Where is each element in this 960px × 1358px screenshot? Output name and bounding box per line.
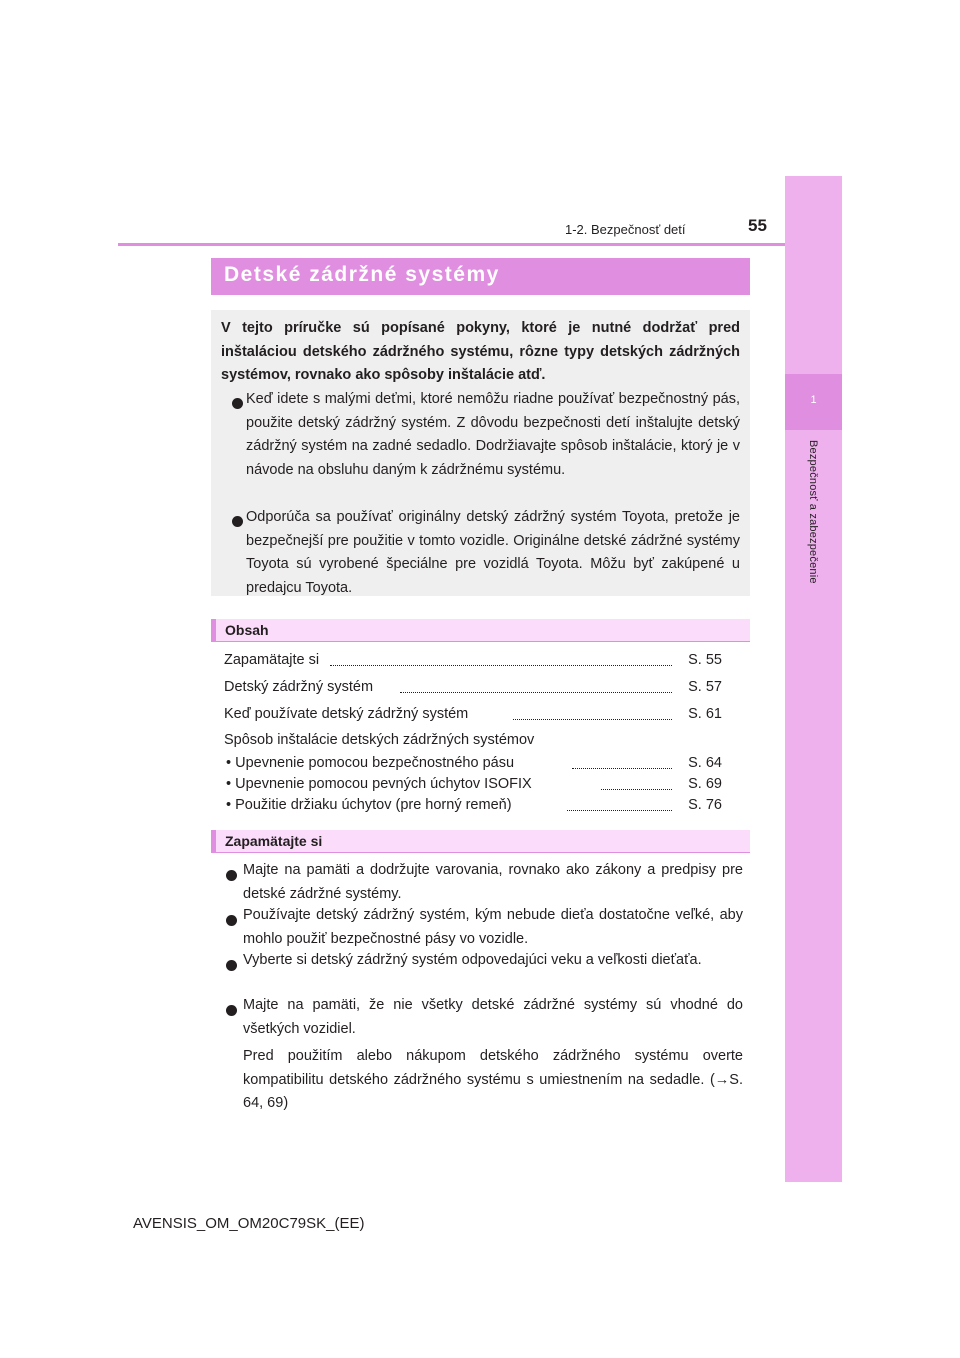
- remember-heading: Zapamätajte si: [225, 833, 323, 849]
- remember-bullet: Majte na pamäti, že nie všetky detské zádržné systémy sú vhodné do všetkých vozidiel.: [243, 997, 743, 1037]
- intro-box: [211, 310, 750, 596]
- bullet-dot-icon: [226, 870, 237, 881]
- chapter-label: Bezpečnosť a zabezpečenie: [807, 440, 819, 584]
- intro-lead: V tejto príručke sú popísané pokyny, ktoré je nutné dodržať pred inštaláciou detského zádržného systému, rôzne typy detských zádržných systémov, rovnako ako spôsoby inštalácie atď.: [221, 320, 740, 383]
- toc-entry-label: • Upevnenie pomocou bezpečnostného pásu: [226, 755, 515, 771]
- page-number: 55: [748, 216, 767, 235]
- toc-entry-page: S. 61: [688, 706, 722, 722]
- bullet-dot-icon: [232, 516, 243, 527]
- toc-entry[interactable]: [224, 704, 722, 724]
- toc-leader: [567, 809, 672, 811]
- bullet-dot-icon: [226, 915, 237, 926]
- toc-entry[interactable]: [224, 677, 722, 697]
- toc-entry-page: S. 76: [688, 797, 722, 813]
- section-reference: 1-2. Bezpečnosť detí: [565, 222, 686, 237]
- toc-entry-label: Zapamätajte si: [224, 652, 320, 668]
- toc-leader: [513, 718, 672, 720]
- page-title-bar: [211, 258, 750, 295]
- toc-sub-entry[interactable]: [226, 795, 722, 815]
- toc-entry-page: S. 57: [688, 679, 722, 695]
- toc-leader: [400, 691, 672, 693]
- page-title: Detské zádržné systémy: [224, 263, 500, 286]
- toc-sub-entry[interactable]: [226, 753, 722, 773]
- toc-leader: [601, 788, 672, 790]
- bullet-dot-icon: [226, 960, 237, 971]
- header-divider: [118, 243, 785, 246]
- remember-bullet: Používajte detský zádržný systém, kým nebude dieťa dostatočne veľké, aby mohlo použiť bezpečnostné pásy vo vozidle.: [243, 907, 743, 947]
- toc-entry-label: • Upevnenie pomocou pevných úchytov ISOFIX: [226, 776, 532, 792]
- bullet-dot-icon: [226, 1005, 237, 1016]
- remember-heading-bar: [211, 830, 750, 853]
- remember-bullet: Majte na pamäti a dodržujte varovania, rovnako ako zákony a predpisy pre detské zádržné systémy.: [243, 862, 743, 902]
- intro-bullet: Keď idete s malými deťmi, ktoré nemôžu riadne používať bezpečnostný pás, použite detský zádržný systém. Z dôvodu bezpečnosti detí inštalujte detský zádržný systém na zadné sedadlo. Dodržiavajte spôsob inštalácie, ktorý je v návode na obsluhu daným k zádržnému systému.: [246, 391, 740, 478]
- toc-entry-label: Detský zádržný systém: [224, 679, 374, 695]
- toc-entry-label: • Použitie držiaku úchytov (pre horný remeň): [226, 797, 512, 813]
- bullet-dot-icon: [232, 398, 243, 409]
- toc-entry-page: S. 69: [688, 776, 722, 792]
- toc-group-label: Spôsob inštalácie detských zádržných systémov: [224, 732, 535, 748]
- toc-leader: [572, 767, 672, 769]
- toc-entry-page: S. 64: [688, 755, 722, 771]
- toc-entry-label: Keď používate detský zádržný systém: [224, 706, 469, 722]
- remember-note: Pred použitím alebo nákupom detského zádržného systému overte kompatibilitu detského zádržného systému s umiestnením na sedadle. (→S. 64, 69): [243, 1048, 743, 1111]
- contents-heading-bar: [211, 619, 750, 642]
- intro-bullet: Odporúča sa používať originálny detský zádržný systém Toyota, pretože je bezpečnejší pre použitie v tomto vozidle. Originálne detské zádržné systémy Toyota sú vyrobené špeciálne pre vozidlá Toyota. Môžu byť zakúpené u predajcu Toyota.: [246, 509, 740, 596]
- chapter-number-box: [785, 374, 842, 430]
- document-code: AVENSIS_OM_OM20C79SK_(EE): [133, 1215, 365, 1232]
- remember-bullet: Vyberte si detský zádržný systém odpovedajúci veku a veľkosti dieťaťa.: [243, 952, 702, 968]
- chapter-number: 1: [810, 394, 817, 406]
- toc-entry[interactable]: [224, 650, 722, 670]
- toc-sub-entry[interactable]: [226, 774, 722, 794]
- contents-heading: Obsah: [225, 622, 269, 638]
- toc-leader: [330, 664, 672, 666]
- toc-entry-page: S. 55: [688, 652, 722, 668]
- chapter-side-tab: [785, 176, 842, 1182]
